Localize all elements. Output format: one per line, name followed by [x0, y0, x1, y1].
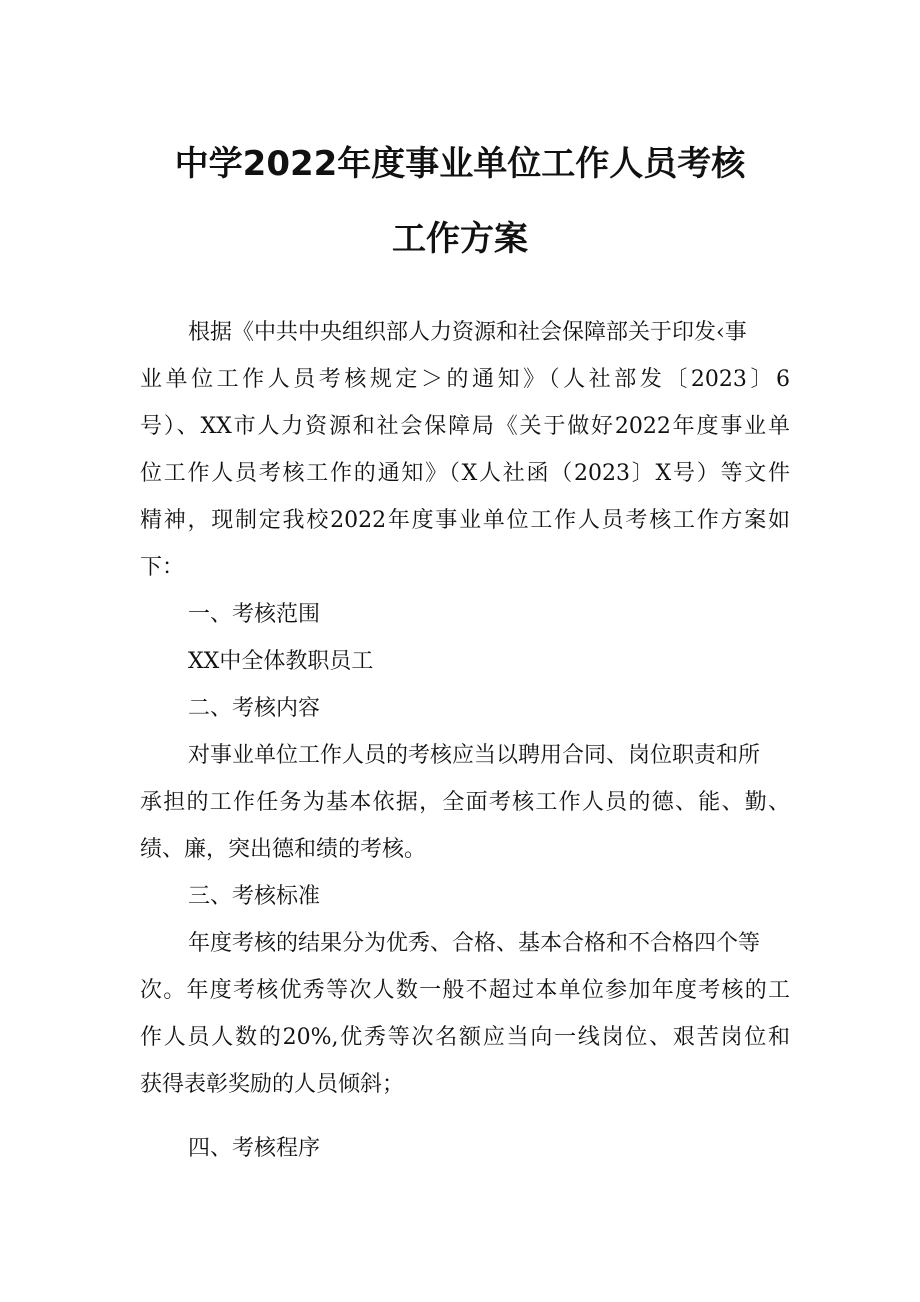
paragraph-1-line-6: 下： — [140, 555, 185, 580]
paragraph-4-line-4: 获得表彰奖励的人员倾斜； — [140, 1072, 405, 1097]
document-title-line-2: 工作方案 — [392, 219, 528, 259]
paragraph-3-line-1: 对事业单位工作人员的考核应当以聘用合同、岗位职责和所 — [188, 743, 761, 768]
paragraph-3-line-3: 绩、廉，突出德和绩的考核。 — [140, 837, 427, 862]
paragraph-1-line-5: 精神，现制定我校2022年度事业单位工作人员考核工作方案如 — [140, 508, 790, 533]
section-heading-content: 二、考核内容 — [188, 696, 321, 721]
paragraph-3-line-2: 承担的工作任务为基本依据，全面考核工作人员的德、能、勤、 — [140, 790, 790, 815]
paragraph-4-line-1: 年度考核的结果分为优秀、合格、基本合格和不合格四个等 — [188, 931, 761, 956]
paragraph-1-line-4: 位工作人员考核工作的通知》（X人社函（2023〕X号）等文件 — [140, 461, 790, 486]
document-title-line-1: 中学2022年度事业单位工作人员考核 — [174, 144, 746, 184]
section-heading-scope: 一、考核范围 — [188, 602, 321, 627]
paragraph-1-line-1: 根据《中共中央组织部人力资源和社会保障部关于印发‹事 — [188, 320, 747, 345]
section-heading-procedure: 四、考核程序 — [188, 1136, 321, 1161]
paragraph-1-line-3: 号）、XX市人力资源和社会保障局《关于做好2022年度事业单 — [140, 414, 790, 439]
paragraph-1-line-2: 业单位工作人员考核规定＞的通知》（人社部发〔2023〕6 — [140, 367, 790, 392]
section-heading-standard: 三、考核标准 — [188, 884, 321, 909]
paragraph-4-line-2: 次。年度考核优秀等次人数一般不超过本单位参加年度考核的工 — [140, 978, 790, 1003]
scope-text: XX中全体教职员工 — [188, 649, 374, 674]
paragraph-4-line-3: 作人员人数的20%,优秀等次名额应当向一线岗位、艰苦岗位和 — [140, 1025, 790, 1050]
